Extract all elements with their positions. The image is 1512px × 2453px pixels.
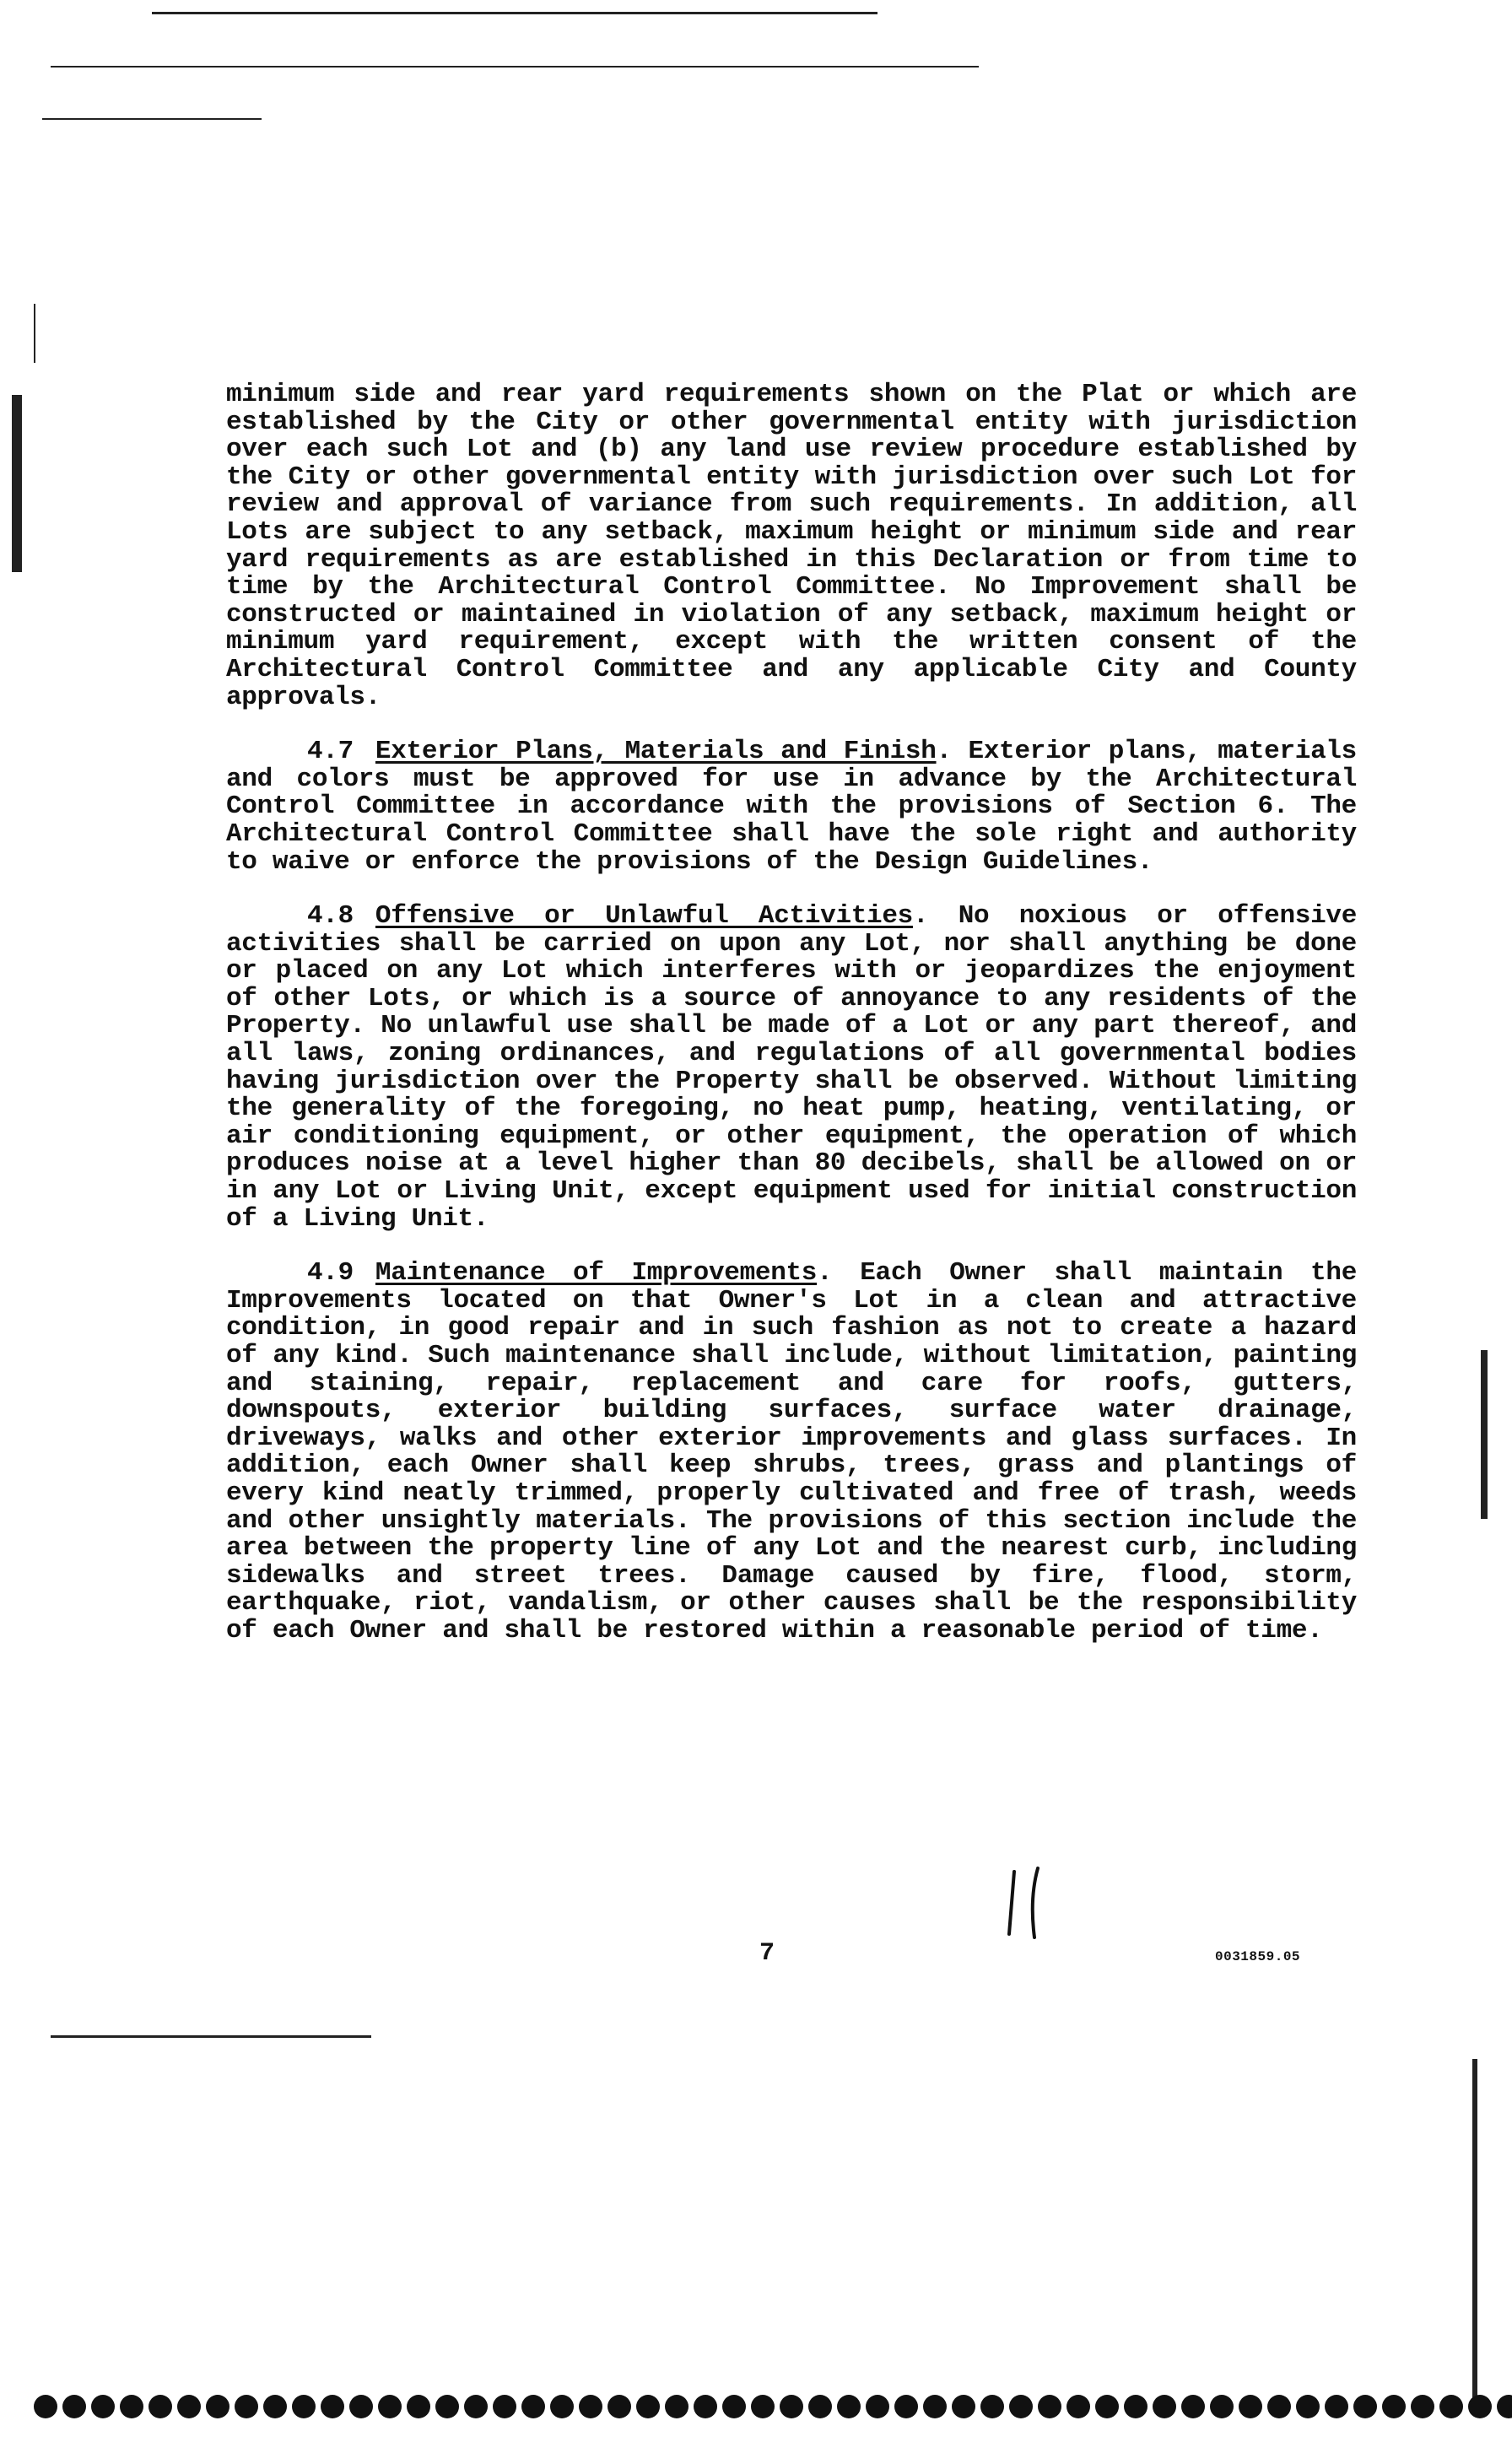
document-body bbox=[226, 381, 1357, 1645]
scan-artifact-line bbox=[152, 12, 878, 14]
section-4-9 bbox=[226, 1260, 1357, 1645]
scan-dot bbox=[435, 2395, 459, 2418]
scan-dot bbox=[952, 2395, 975, 2418]
scan-dot bbox=[1009, 2395, 1033, 2418]
continued-paragraph bbox=[226, 381, 1357, 711]
scan-dot bbox=[292, 2395, 316, 2418]
scan-dot bbox=[235, 2395, 258, 2418]
scan-dot bbox=[1353, 2395, 1377, 2418]
scan-artifact-line bbox=[34, 304, 35, 363]
scan-artifact-line bbox=[51, 2035, 371, 2038]
scan-dot bbox=[349, 2395, 373, 2418]
scan-dot bbox=[579, 2395, 602, 2418]
document-code: 0031859.05 bbox=[1215, 1949, 1301, 1964]
scan-dot bbox=[1411, 2395, 1434, 2418]
scan-dot bbox=[1497, 2395, 1512, 2418]
page-number: 7 bbox=[759, 1939, 775, 1968]
scan-dot bbox=[866, 2395, 889, 2418]
section-number: 4.8 bbox=[307, 901, 354, 932]
scan-dot bbox=[521, 2395, 545, 2418]
scan-artifact-bar bbox=[12, 395, 22, 572]
scan-dot bbox=[177, 2395, 201, 2418]
scan-dot bbox=[837, 2395, 861, 2418]
scan-dot bbox=[34, 2395, 57, 2418]
scan-dot bbox=[751, 2395, 775, 2418]
scan-dot bbox=[694, 2395, 717, 2418]
scan-dot bbox=[636, 2395, 660, 2418]
scan-dot bbox=[1066, 2395, 1090, 2418]
scan-dot bbox=[1038, 2395, 1061, 2418]
section-4-7 bbox=[226, 738, 1357, 876]
section-heading: Exterior Plans, Materials and Finish bbox=[375, 737, 937, 767]
scan-dot bbox=[1095, 2395, 1119, 2418]
scan-artifact-line bbox=[1472, 2059, 1477, 2405]
scan-dot bbox=[1239, 2395, 1262, 2418]
section-number: 4.9 bbox=[307, 1258, 354, 1289]
section-4-8 bbox=[226, 903, 1357, 1233]
scan-dot bbox=[1267, 2395, 1291, 2418]
scan-artifact-line bbox=[51, 66, 979, 68]
scan-dot bbox=[91, 2395, 115, 2418]
scan-artifact-line bbox=[1481, 1350, 1488, 1519]
scan-artifact-line bbox=[42, 118, 262, 120]
scan-dot bbox=[407, 2395, 430, 2418]
section-body: . Exterior plans, materials and colors must be approved for use in advance by the Architectural Control Committee in accordance with the provisions of Section 6. The Architectural Control Committee shall have the sole right and authority to waive or enforce the provisions of the Design Guidelines. bbox=[226, 737, 1357, 877]
scan-dot bbox=[148, 2395, 172, 2418]
scan-dot bbox=[808, 2395, 832, 2418]
scan-dot bbox=[780, 2395, 803, 2418]
section-body: . No noxious or offensive activities shall be carried on upon any Lot, nor shall anything be done or placed on any Lot which interferes with or jeopardizes the enjoyment of other Lots, or which is a source of annoyance to any residents of the Property. No unlawful use shall be made of a Lot or any part thereof, and all laws, zoning ordinances, and regulations of all governmental bodies having jurisdiction over the Property shall be observed. Without limiting the generality of the foregoing, no heat pump, heating, ventilating, or air conditioning equipment, or other equipment, the operation of which produces noise at a level higher than 80 decibels, shall be allowed on or in any Lot or Living Unit, except equipment used for initial construction of a Living Unit. bbox=[226, 901, 1358, 1234]
scan-dot bbox=[1468, 2395, 1492, 2418]
scan-dot bbox=[980, 2395, 1004, 2418]
section-heading: Maintenance of Improvements bbox=[375, 1258, 818, 1289]
scan-dot bbox=[62, 2395, 86, 2418]
scan-artifact-dots bbox=[34, 2395, 1512, 2425]
scan-dot bbox=[1153, 2395, 1176, 2418]
scan-dot bbox=[923, 2395, 947, 2418]
scan-dot bbox=[665, 2395, 688, 2418]
scan-dot bbox=[493, 2395, 516, 2418]
scan-dot bbox=[608, 2395, 631, 2418]
scan-dot bbox=[1124, 2395, 1148, 2418]
scan-dot bbox=[321, 2395, 344, 2418]
scan-dot bbox=[1181, 2395, 1205, 2418]
scan-dot bbox=[1296, 2395, 1320, 2418]
scan-dot bbox=[206, 2395, 230, 2418]
section-body: . Each Owner shall maintain the Improvements located on that Owner's Lot in a clean and attractive condition, in good repair and in such fashion as not to create a hazard of any kind. Such maintenance shall include, without limitation, painting and staining, repair, replacement and care for roofs, gutters, downspouts, exterior building surfaces, surface water drainage, driveways, walks and other exterior improvements and glass surfaces. In addition, each Owner shall keep shrubs, trees, grass and plantings of every kind neatly trimmed, properly cultivated and free of trash, weeds and other unsightly materials. The provisions of this section include the area between the property line of any Lot and the nearest curb, including sidewalks and street trees. Damage caused by fire, flood, storm, earthquake, riot, vandalism, or other causes shall be the responsibility of each Owner and shall be restored within a reasonable period of time. bbox=[226, 1258, 1357, 1645]
scan-dot bbox=[1325, 2395, 1348, 2418]
scan-dot bbox=[894, 2395, 918, 2418]
section-number: 4.7 bbox=[307, 737, 354, 767]
section-heading: Offensive or Unlawful Activities bbox=[375, 901, 913, 932]
scan-dot bbox=[1439, 2395, 1463, 2418]
scan-dot bbox=[263, 2395, 287, 2418]
scan-dot bbox=[378, 2395, 402, 2418]
scan-dot bbox=[1382, 2395, 1406, 2418]
scan-dot bbox=[550, 2395, 574, 2418]
scan-dot bbox=[120, 2395, 143, 2418]
scan-dot bbox=[722, 2395, 746, 2418]
paragraph-text: minimum side and rear yard requirements shown on the Plat or which are established by the City or other governmental entity with jurisdiction over each such Lot and (b) any land use review procedure established by the City or other governmental entity with jurisdiction over such Lot for review and approval of variance from such requirements. In addition, all Lots are subject to any setback, maximum height or minimum side and rear yard requirements as are established in this Declaration or from time to time by the Architectural Control Committee. No Improvement shall be constructed or maintained in violation of any setback, maximum height or minimum yard requirement, except with the written consent of the Architectural Control Committee and any applicable City and County approvals. bbox=[226, 380, 1357, 712]
handwritten-mark bbox=[996, 1865, 1055, 1941]
scan-dot bbox=[1210, 2395, 1234, 2418]
scan-dot bbox=[464, 2395, 488, 2418]
